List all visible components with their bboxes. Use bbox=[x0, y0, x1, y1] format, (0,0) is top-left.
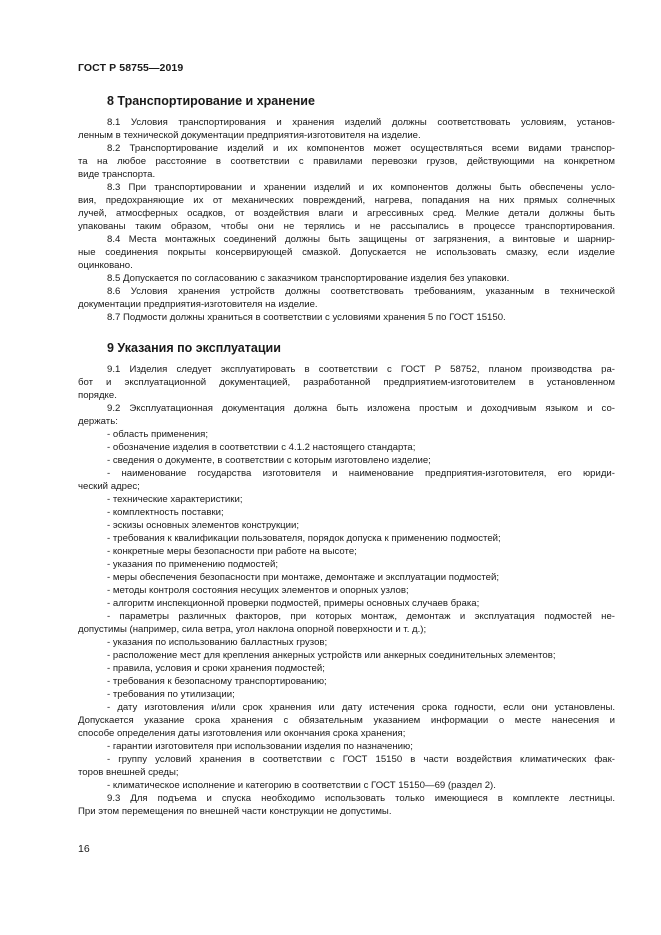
list-item: - меры обеспечения безопасности при монтаже, демонтаже и эксплуатации подмостей; bbox=[107, 572, 500, 583]
text-line: 9.1 Изделия следует эксплуатировать в соответствии с ГОСТ Р 58752, планом производства ра- bbox=[107, 364, 615, 375]
text-line: Допускается указание срока хранения с обязательным указанием информации о месте нанесения и bbox=[78, 715, 615, 726]
list-item: - требования к безопасному транспортированию; bbox=[107, 676, 327, 687]
text-line: ческий адрес; bbox=[78, 481, 140, 492]
list-item: - требования по утилизации; bbox=[107, 689, 235, 700]
text-line: При этом перемещения по внешней части конструкции не допустимы. bbox=[78, 806, 392, 817]
text-line: та на любое расстояние в соответствии с правилами перевозки грузов, действующими на конкретном bbox=[78, 156, 615, 167]
text-line: бот и эксплуатационной документацией, разработанной предприятием-изготовителем в установленном bbox=[78, 377, 615, 388]
section-8-title: 8 Транспортирование и хранение bbox=[107, 94, 315, 108]
list-item: - комплектность поставки; bbox=[107, 507, 224, 518]
list-item: - указания по использованию балластных грузов; bbox=[107, 637, 328, 648]
list-item: - параметры различных факторов, при которых монтаж, демонтаж и эксплуатация подмостей не- bbox=[107, 611, 615, 622]
list-item: - правила, условия и сроки хранения подмостей; bbox=[107, 663, 325, 674]
list-item: - дату изготовления и/или срок хранения или дату истечения срока годности, если они установлены. bbox=[107, 702, 615, 713]
text-line: порядке. bbox=[78, 390, 117, 401]
text-line: документации предприятия-изготовителя на изделие. bbox=[78, 299, 318, 310]
list-item: - гарантии изготовителя при использовании изделия по назначению; bbox=[107, 741, 413, 752]
text-line: вия, предохраняющие их от механических повреждений, нагрева, попадания на них прямых солнечных bbox=[78, 195, 615, 206]
text-line: оцинковано. bbox=[78, 260, 133, 271]
text-line: 8.7 Подмости должны храниться в соответствии с условиями хранения 5 по ГОСТ 15150. bbox=[107, 312, 506, 323]
list-item: - группу условий хранения в соответствии с ГОСТ 15150 в части воздействия климатических фак- bbox=[107, 754, 615, 765]
text-line: 8.5 Допускается по согласованию с заказчиком транспортирование изделия без упаковки. bbox=[107, 273, 510, 284]
text-line: 8.2 Транспортирование изделий и их компонентов может осуществляться всеми видами транспор- bbox=[107, 143, 615, 154]
text-line: ные соединения покрыты консервирующей смазкой. Допускается не использовать смазку, если изделие bbox=[78, 247, 615, 258]
text-line: лучей, атмосферных осадков, от воздействия влаги и агрессивных сред. Мелкие детали должны быть bbox=[78, 208, 615, 219]
text-line: 8.4 Места монтажных соединений должны быть защищены от загрязнения, а винтовые и шарнир- bbox=[107, 234, 615, 245]
text-line: упакованы таким образом, чтобы они не терялись и не рассыпались в процессе транспортирования. bbox=[78, 221, 615, 232]
list-item: - требования к квалификации пользователя, порядок допуска к применению подмостей; bbox=[107, 533, 501, 544]
text-line: ленным в технической документации предприятия-изготовителя на изделие. bbox=[78, 130, 421, 141]
list-item: - указания по применению подмостей; bbox=[107, 559, 279, 570]
section-9-title: 9 Указания по эксплуатации bbox=[107, 341, 281, 355]
list-item: - расположение мест для крепления анкерных устройств или анкерных соединительных элементов; bbox=[107, 650, 556, 661]
list-item: - климатическое исполнение и категорию в соответствии с ГОСТ 15150—69 (раздел 2). bbox=[107, 780, 496, 791]
list-item: - сведения о документе, в соответствии с которым изготовлено изделие; bbox=[107, 455, 431, 466]
list-item: - обозначение изделия в соответствии с 4.1.2 настоящего стандарта; bbox=[107, 442, 416, 453]
text-line: 9.3 Для подъема и спуска необходимо использовать только имеющиеся в комплекте лестницы. bbox=[107, 793, 615, 804]
list-item: - конкретные меры безопасности при работе на высоте; bbox=[107, 546, 357, 557]
text-line: виде транспорта. bbox=[78, 169, 156, 180]
text-line: допустимы (например, сила ветра, угол наклона опорной поверхности и т. д.); bbox=[78, 624, 427, 635]
text-line: держать: bbox=[78, 416, 118, 427]
text-line: торов внешней среды; bbox=[78, 767, 179, 778]
list-item: - методы контроля состояния несущих элементов и опорных узлов; bbox=[107, 585, 409, 596]
page-number: 16 bbox=[78, 843, 90, 855]
text-line: способе определения даты изготовления или окончания срока хранения; bbox=[78, 728, 406, 739]
text-line: 8.1 Условия транспортирования и хранения изделий должны соответствовать условиям, установ- bbox=[107, 117, 615, 128]
list-item: - эскизы основных элементов конструкции; bbox=[107, 520, 300, 531]
text-line: 9.2 Эксплуатационная документация должна быть изложена простым и доходчивым языком и со- bbox=[107, 403, 615, 414]
list-item: - алгоритм инспекционной проверки подмостей, примеры основных случаев брака; bbox=[107, 598, 480, 609]
standard-header: ГОСТ Р 58755—2019 bbox=[78, 62, 184, 74]
list-item: - область применения; bbox=[107, 429, 209, 440]
text-line: 8.6 Условия хранения устройств должны соответствовать требованиям, указанным в технической bbox=[107, 286, 615, 297]
list-item: - технические характеристики; bbox=[107, 494, 243, 505]
list-item: - наименование государства изготовителя и наименование предприятия-изготовителя, его юриди- bbox=[107, 468, 615, 479]
text-line: 8.3 При транспортировании и хранении изделий и их компонентов должны быть обеспечены усло- bbox=[107, 182, 615, 193]
